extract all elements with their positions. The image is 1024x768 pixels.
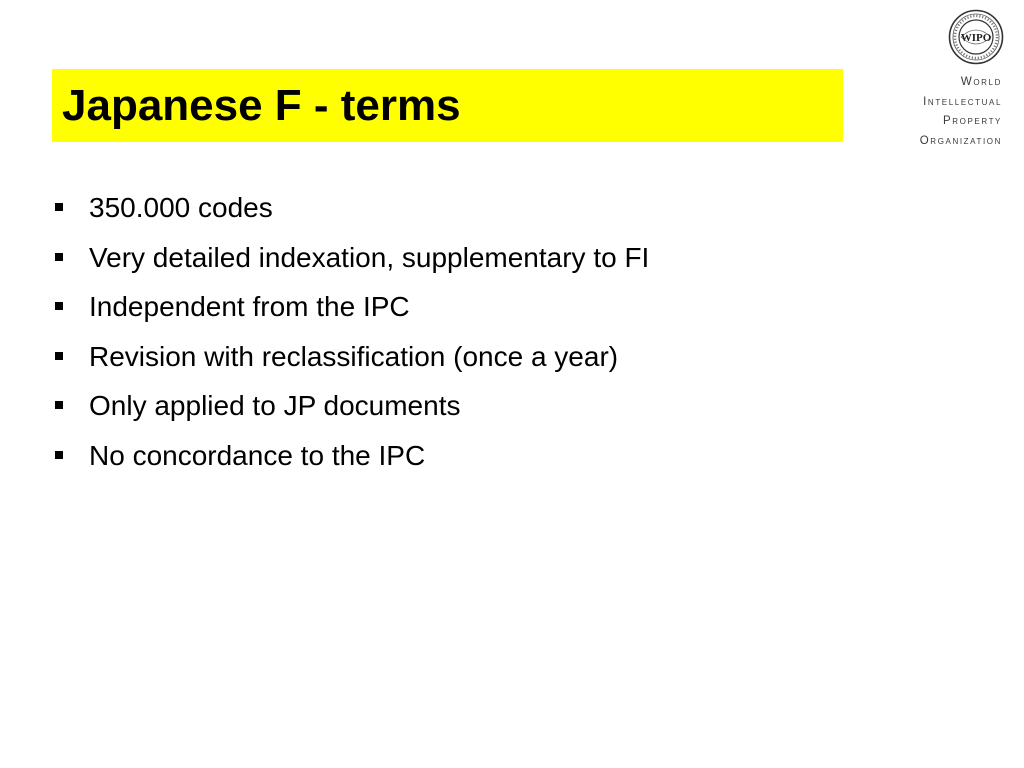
org-line-1: World <box>960 76 1002 88</box>
logo-text: WIPO <box>960 32 992 44</box>
square-bullet-icon <box>55 302 63 310</box>
slide-title: Japanese F - terms <box>62 81 461 130</box>
bullet-text: Only applied to JP documents <box>89 390 461 421</box>
bullet-text: Revision with reclassification (once a year) <box>89 340 619 372</box>
title-bar <box>52 69 843 142</box>
bullet-text: No concordance to the IPC <box>89 439 426 471</box>
org-line-2: Intellectual <box>923 95 1002 108</box>
square-bullet-icon <box>55 401 63 409</box>
org-line-4: Organization <box>919 134 1002 147</box>
square-bullet-icon <box>55 451 63 459</box>
bullet-text: Very detailed indexation, supplementary to FI <box>89 241 650 273</box>
bullet-text: 350.000 codes <box>89 192 273 223</box>
wipo-seal-icon <box>948 9 1004 65</box>
bullet-text: Independent from the IPC <box>89 291 410 322</box>
square-bullet-icon <box>55 352 63 360</box>
organization-name <box>920 73 1002 151</box>
square-bullet-icon <box>55 253 63 261</box>
square-bullet-icon <box>55 203 63 211</box>
org-line-3: Property <box>943 115 1002 127</box>
